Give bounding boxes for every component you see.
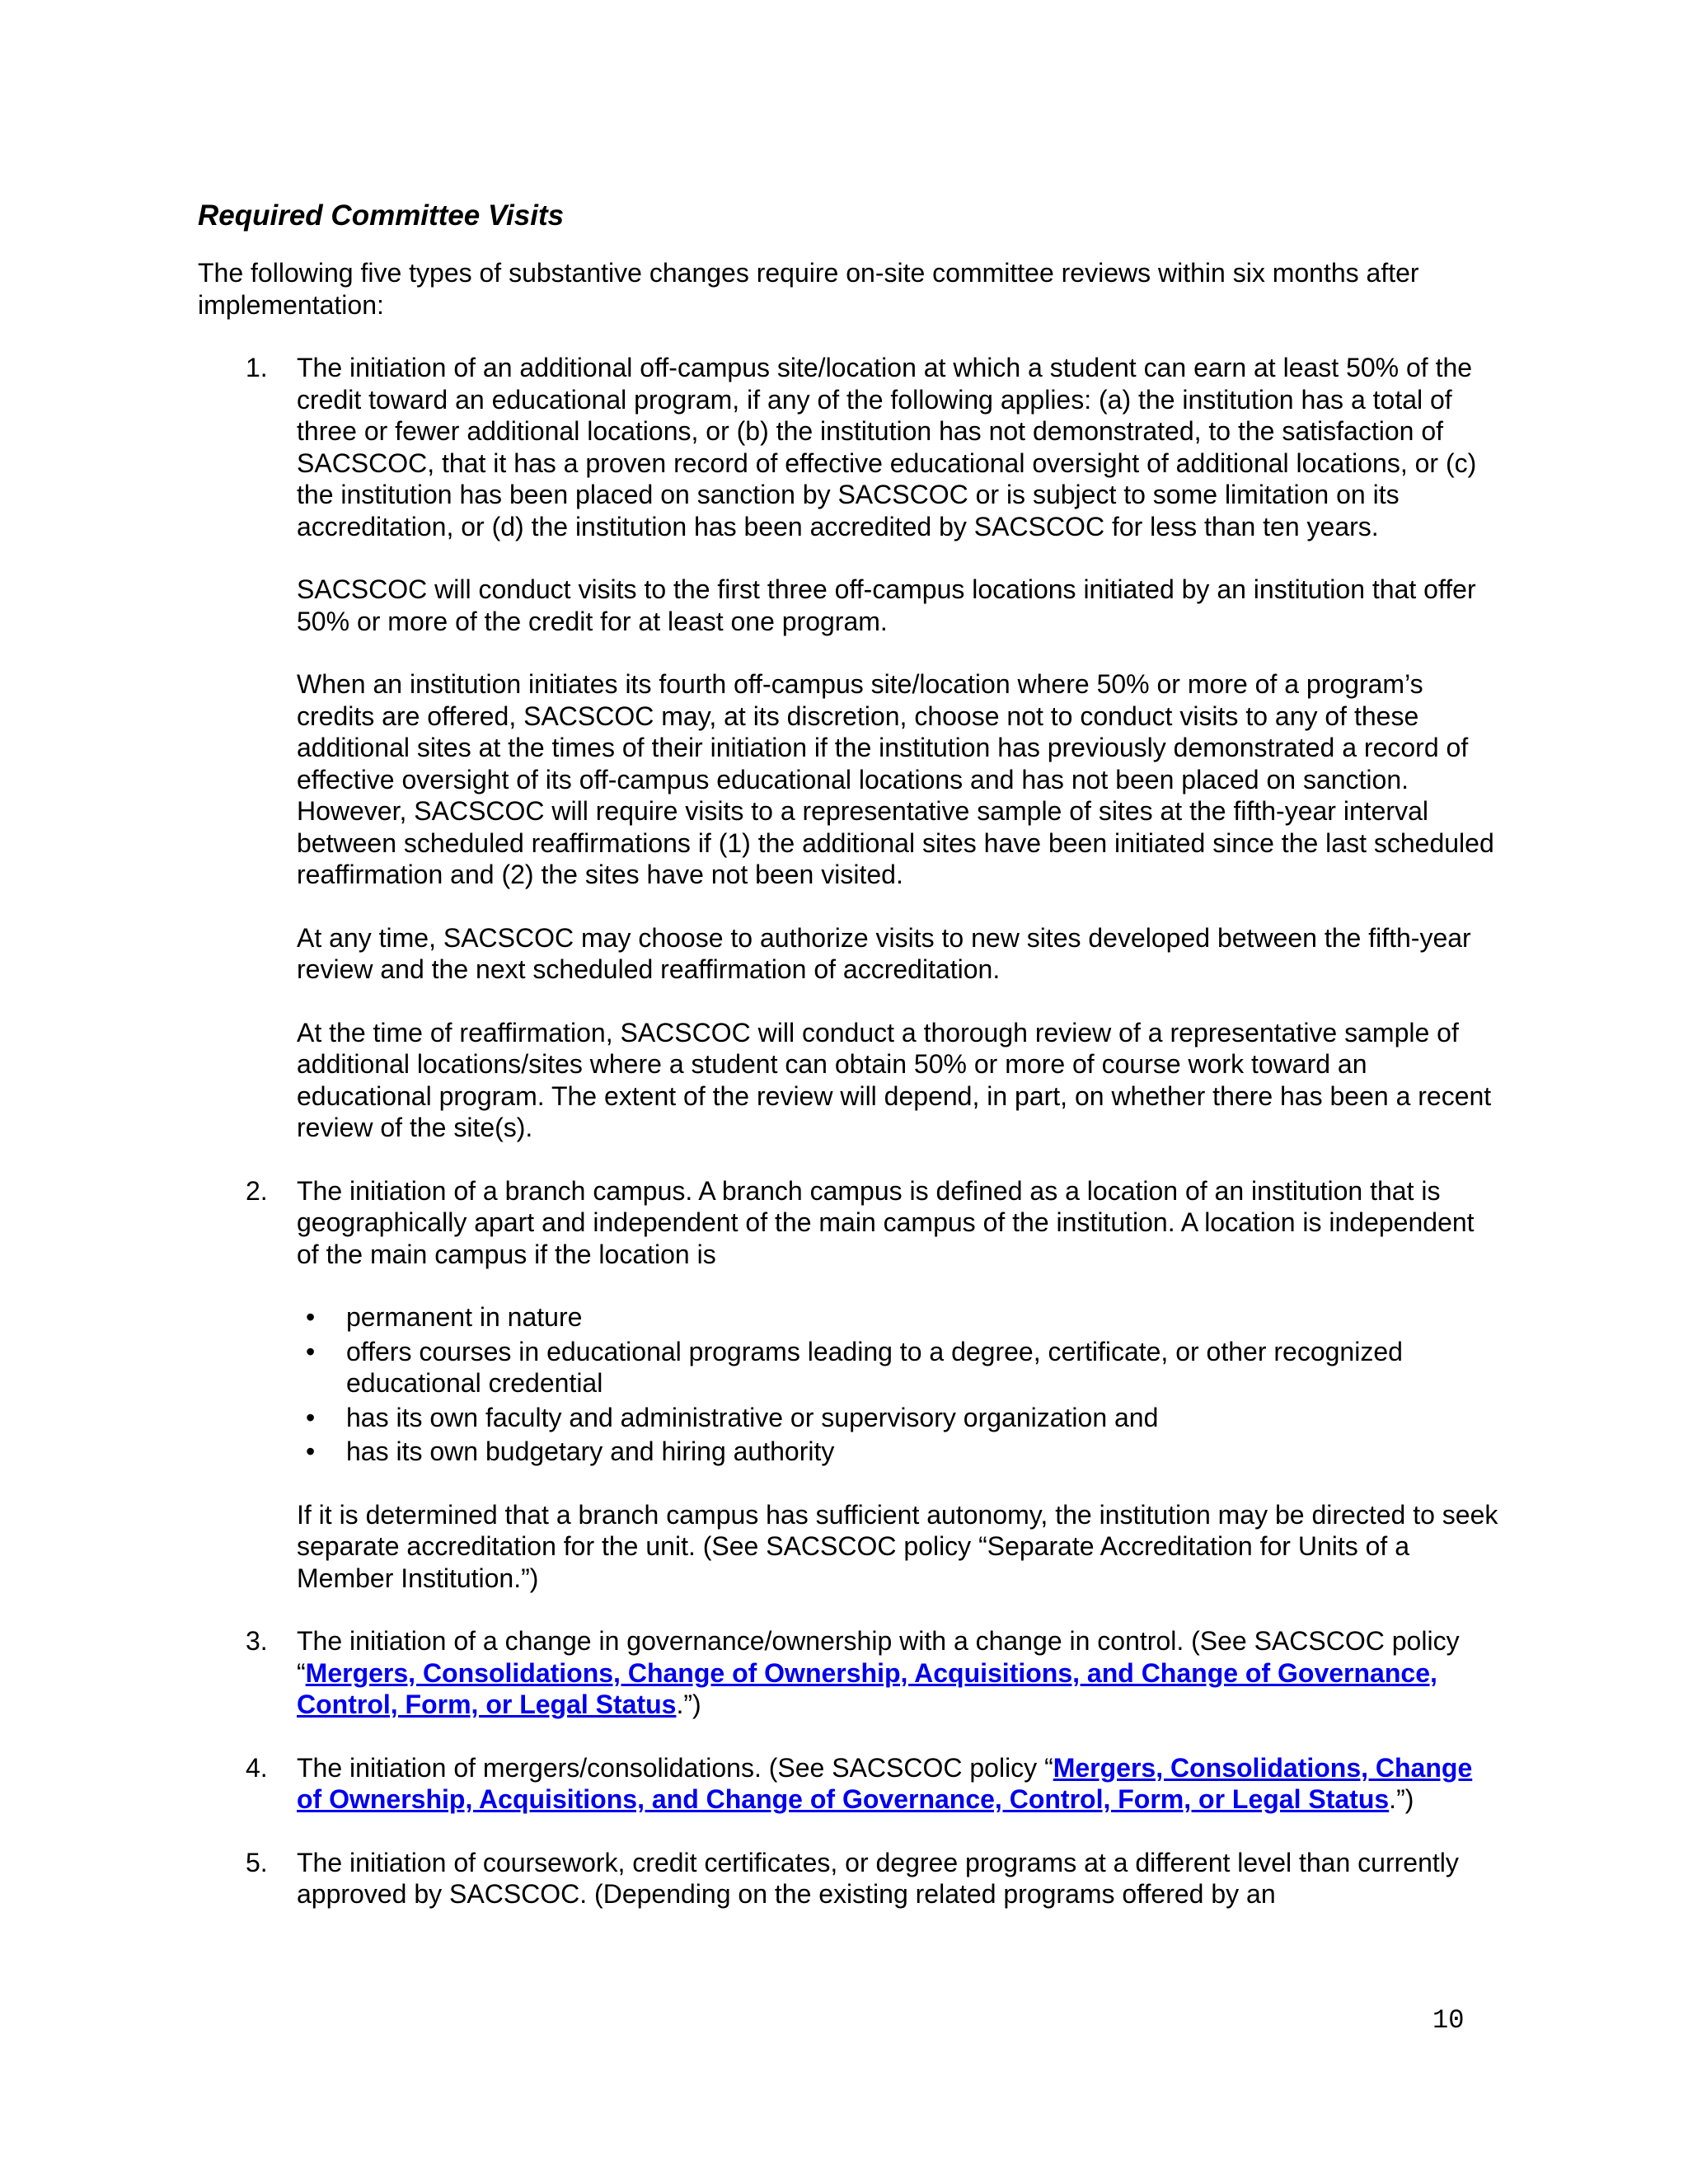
item-1-paragraph-2: When an institution initiates its fourth off-campus site/location where 50% or more of a program’s credits are offered, SACSCOC may, at its discretion, choose not to conduct visits to any of these additional sites at the times of their initiation if the institution has previously demonstrated a record of effective oversight of its off-campus educational locations and has not been placed on sanction. However, SACSCOC will require visits to a representative sample of sites at the fifth-year interval between scheduled reaffirmations if (1) the additional sites have been initiated since the last scheduled reaffirmation and (2) the sites have not been visited. bbox=[297, 669, 1494, 889]
bullet-item bbox=[297, 1402, 1500, 1434]
bullet-text: permanent in nature bbox=[346, 1302, 583, 1332]
item-2-closing: If it is determined that a branch campus has sufficient autonomy, the institution may be directed to seek separate accreditation for the unit. (See SACSCOC policy “Separate Accreditation for Units of a Member Institution.”) bbox=[297, 1499, 1498, 1593]
bullet-icon: • bbox=[306, 1402, 316, 1432]
bullet-icon: • bbox=[306, 1302, 316, 1332]
section-heading: Required Committee Visits bbox=[198, 199, 565, 232]
list-item-1 bbox=[198, 352, 1500, 1144]
item-4-text bbox=[297, 1752, 1500, 1816]
list-number: 4. bbox=[246, 1752, 268, 1783]
item-3-text-after: .”) bbox=[676, 1690, 701, 1719]
list-number: 5. bbox=[246, 1847, 268, 1877]
branch-campus-criteria-list bbox=[297, 1301, 1500, 1468]
bullet-icon: • bbox=[306, 1436, 316, 1466]
bullet-item bbox=[297, 1301, 1500, 1333]
item-1-paragraph-4: At the time of reaffirmation, SACSCOC will conduct a thorough review of a representative sample of additional locations/sites where a student can obtain 50% or more of course work toward an educational program. The extent of the review will depend, in part, on whether there has been a recent review of the site(s). bbox=[297, 1017, 1492, 1142]
item-1-paragraph-1: SACSCOC will conduct visits to the first three off-campus locations initiated by an institution that offer 50% or more of the credit for at least one program. bbox=[297, 574, 1476, 636]
intro-paragraph: The following five types of substantive changes require on-site committee reviews within six months after implementation: bbox=[198, 258, 1419, 320]
bullet-text: offers courses in educational programs leading to a degree, certificate, or other recognized educational credential bbox=[346, 1336, 1403, 1398]
bullet-item bbox=[297, 1436, 1500, 1468]
list-item-4 bbox=[198, 1752, 1500, 1816]
mergers-policy-link[interactable]: Mergers, Consolidations, Change of Ownership, Acquisitions, and Change of Governance, Control, Form, or Legal Status bbox=[297, 1752, 1473, 1814]
item-3-text bbox=[297, 1625, 1500, 1721]
item-2-text: The initiation of a branch campus. A branch campus is defined as a location of an institution that is geographically apart and independent of the main campus of the institution. A location is independent of the main campus if the location is bbox=[297, 1175, 1475, 1269]
mergers-policy-link[interactable]: Mergers, Consolidations, Change of Ownership, Acquisitions, and Change of Governance, Control, Form, or Legal Status bbox=[297, 1657, 1437, 1719]
item-5-text: The initiation of coursework, credit certificates, or degree programs at a different level than currently approved by SACSCOC. (Depending on the existing related programs offered by an bbox=[297, 1847, 1459, 1909]
list-item-2 bbox=[198, 1175, 1500, 1595]
item-1-text: The initiation of an additional off-campus site/location at which a student can earn at least 50% of the credit toward an educational program, if any of the following applies: (a) the institution has a total of three or fewer additional locations, or (b) the institution has not demonstrated, to the satisfaction of SACSCOC, that it has a proven record of effective educational oversight of additional locations, or (c) the institution has been placed on sanction by SACSCOC or is subject to some limitation on its accreditation, or (d) the institution has been accredited by SACSCOC for less than ten years. bbox=[297, 353, 1477, 541]
document-page bbox=[198, 194, 1500, 1942]
item-4-text-before: The initiation of mergers/consolidations. (See SACSCOC policy “ bbox=[297, 1752, 1053, 1783]
list-number: 1. bbox=[246, 353, 268, 382]
bullet-text: has its own faculty and administrative or supervisory organization and bbox=[346, 1402, 1159, 1432]
item-4-text-after: .”) bbox=[1389, 1784, 1414, 1814]
list-item-5 bbox=[198, 1847, 1500, 1910]
list-item-3 bbox=[198, 1625, 1500, 1721]
list-number: 2. bbox=[246, 1175, 268, 1206]
bullet-text: has its own budgetary and hiring authority bbox=[346, 1436, 835, 1466]
item-1-paragraph-3: At any time, SACSCOC may choose to authorize visits to new sites developed between the fifth-year review and the next scheduled reaffirmation of accreditation. bbox=[297, 922, 1471, 984]
bullet-item bbox=[297, 1336, 1500, 1399]
item-3-text-before: The initiation of a change in governance/ownership with a change in control. (See SACSCOC policy “ bbox=[297, 1626, 1460, 1688]
bullet-icon: • bbox=[306, 1336, 316, 1366]
page-number: 10 bbox=[1432, 2005, 1465, 2036]
list-number: 3. bbox=[246, 1626, 268, 1656]
substantive-change-list bbox=[198, 352, 1500, 1910]
